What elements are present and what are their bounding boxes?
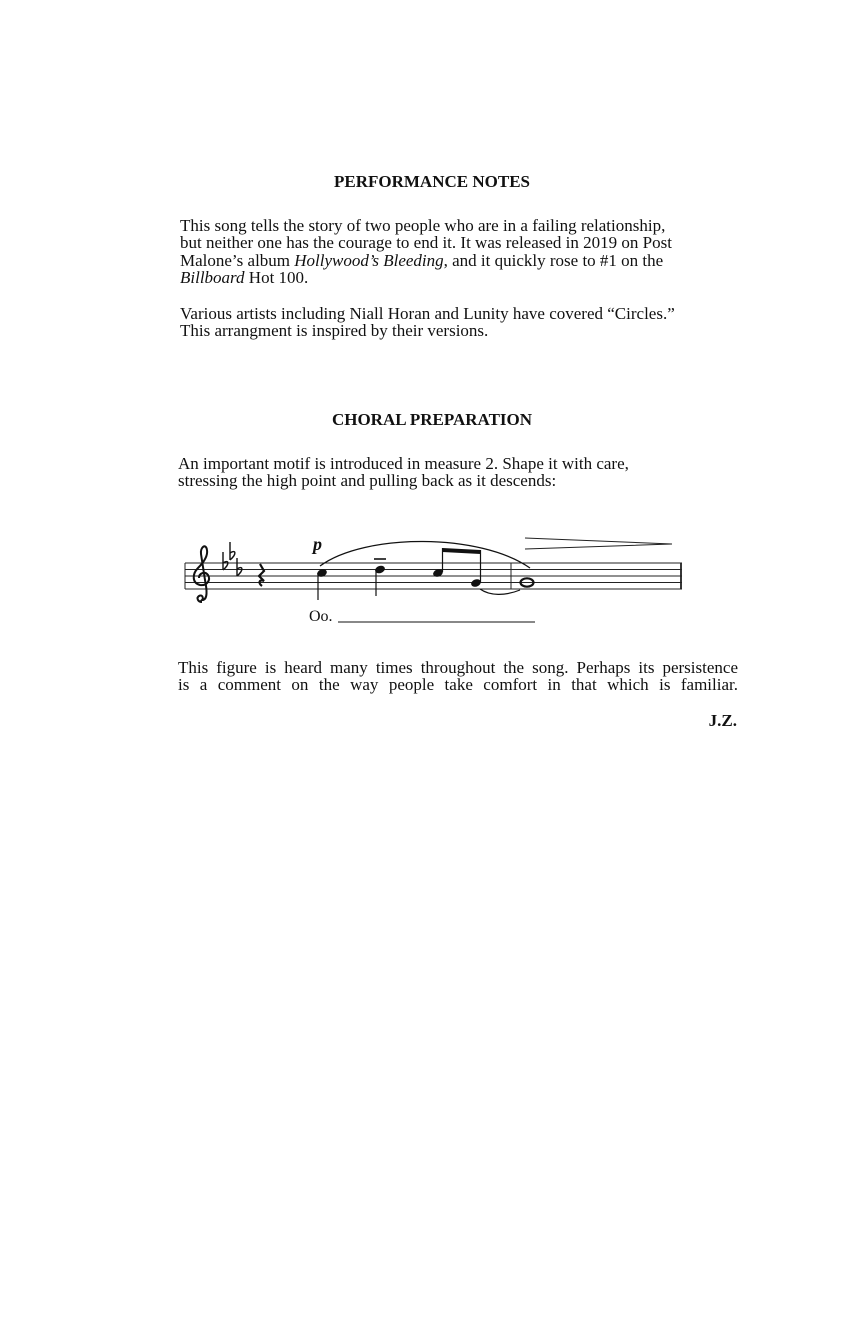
text-line: stressing the high point and pulling back as it descends:	[178, 471, 557, 491]
performance-notes-heading: PERFORMANCE NOTES	[334, 172, 530, 191]
choral-preparation-paragraph-1	[178, 455, 698, 490]
text-line: Various artists including Niall Horan and Lunity have covered “Circles.”	[180, 304, 675, 323]
text-line: is a comment on the way people take comfort in that which is familiar.	[178, 675, 738, 695]
text-line: An important motif is introduced in measure 2. Shape it with care,	[178, 454, 629, 473]
text-line: but neither one has the courage to end it. It was released in 2019 on Post	[180, 233, 672, 253]
music-excerpt	[180, 528, 690, 628]
text-line: This figure is heard many times throughout the song. Perhaps its persistence	[178, 658, 738, 677]
chart-name: Billboard	[180, 268, 245, 288]
choral-preparation-heading: CHORAL PREPARATION	[331, 410, 533, 429]
text-line: This song tells the story of two people who are in a failing relationship,	[180, 216, 666, 235]
quarter-note-tenuto	[374, 559, 386, 596]
text-line: This arrangment is inspired by their versions.	[180, 321, 489, 341]
flat-icon	[230, 542, 235, 560]
performance-notes-paragraph-1	[180, 217, 720, 287]
treble-clef-icon	[194, 546, 209, 602]
text-line: Malone’s album	[180, 250, 295, 270]
text-line: Hot 100.	[244, 268, 309, 288]
lyric-text: Oo.	[309, 608, 333, 625]
album-title: Hollywood’s Bleeding	[294, 250, 444, 270]
quarter-note	[316, 568, 328, 600]
choral-preparation-paragraph-2	[178, 659, 738, 694]
text-line: , and it quickly rose to #1 on the	[443, 250, 664, 270]
slur	[320, 541, 530, 568]
tie	[480, 589, 520, 594]
dynamic-marking: p	[313, 534, 322, 554]
flat-icon	[223, 552, 228, 570]
signature: J.Z.	[708, 711, 737, 730]
performance-notes-paragraph-2	[180, 305, 720, 340]
decrescendo-hairpin	[525, 538, 672, 549]
flat-icon	[237, 558, 242, 576]
